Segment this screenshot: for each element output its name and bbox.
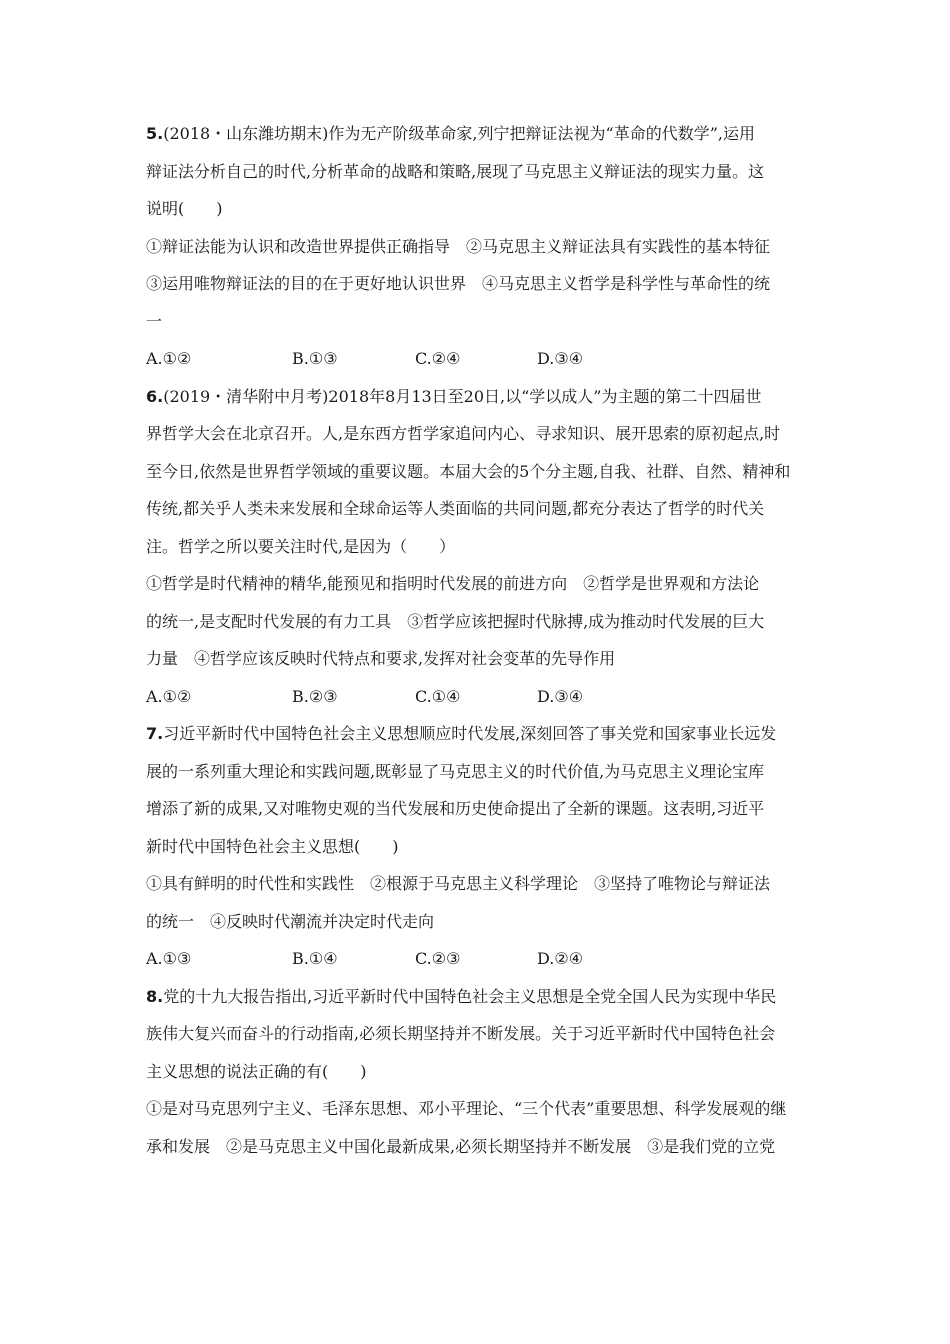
- option-d[interactable]: D.③④: [537, 349, 584, 368]
- statement-line: 承和发展 ②是马克思主义中国化最新成果,必须长期坚持并不断发展 ③是我们党的立党: [146, 1136, 776, 1156]
- option-b[interactable]: B.①④: [292, 949, 338, 968]
- answer-options: [146, 349, 810, 387]
- question-stem-line: 7.习近平新时代中国特色社会主义思想顺应时代发展,深刻回答了事关党和国家事业长远发: [146, 724, 777, 743]
- question-stem-line: 新时代中国特色社会主义思想( ): [146, 836, 399, 856]
- statement-line: 的统一,是支配时代发展的有力工具 ③哲学应该把握时代脉搏,成为推动时代发展的巨大: [146, 611, 765, 631]
- statement-line: 力量 ④哲学应该反映时代特点和要求,发挥对社会变革的先导作用: [146, 649, 616, 668]
- question-stem-line: 传统,都关乎人类未来发展和全球命运等人类面临的共同问题,都充分表达了哲学的时代关: [146, 499, 765, 518]
- question-stem-line: 5.(2018・山东潍坊期末)作为无产阶级革命家,列宁把辩证法视为“革命的代数学”,运用: [146, 124, 755, 143]
- exam-page: [146, 124, 810, 1174]
- statement-line: ①哲学是时代精神的精华,能预见和指明时代发展的前进方向 ②哲学是世界观和方法论: [146, 574, 760, 593]
- statement-line: 的统一 ④反映时代潮流并决定时代走向: [146, 911, 435, 931]
- option-b[interactable]: B.②③: [292, 686, 338, 706]
- option-c[interactable]: C.②③: [415, 949, 461, 968]
- statement-line: ①具有鲜明的时代性和实践性 ②根源于马克思主义科学理论 ③坚持了唯物论与辩证法: [146, 874, 771, 893]
- question-stem-line: 主义思想的说法正确的有( ): [146, 1061, 367, 1081]
- statement-line: ①是对马克思列宁主义、毛泽东思想、邓小平理论、“三个代表”重要思想、科学发展观的继: [146, 1099, 787, 1118]
- option-a[interactable]: A.①②: [146, 686, 192, 706]
- question-stem-line: 辩证法分析自己的时代,分析革命的战略和策略,展现了马克思主义辩证法的现实力量。这: [146, 161, 765, 181]
- question-stem-line: 说明( ): [146, 199, 223, 218]
- question-number: 8.: [146, 986, 164, 1006]
- option-b[interactable]: B.①③: [292, 349, 338, 368]
- option-c[interactable]: C.②④: [415, 349, 461, 368]
- answer-options: [146, 949, 810, 987]
- question-stem-line: 6.(2019・清华附中月考)2018年8月13日至20日,以“学以成人”为主题的第二十四届世: [146, 386, 762, 406]
- option-a[interactable]: A.①③: [146, 949, 192, 968]
- statement-line: ③运用唯物辩证法的目的在于更好地认识世界 ④马克思主义哲学是科学性与革命性的统: [146, 274, 771, 293]
- statement-line: 一: [146, 311, 163, 331]
- option-d[interactable]: D.③④: [537, 686, 584, 706]
- option-d[interactable]: D.②④: [537, 949, 584, 968]
- question-number: 6.: [146, 386, 164, 406]
- question-stem-line: 族伟大复兴而奋斗的行动指南,必须长期坚持并不断发展。关于习近平新时代中国特色社会: [146, 1024, 776, 1043]
- question-stem-line: 界哲学大会在北京召开。人,是东西方哲学家追问内心、寻求知识、展开思索的原初起点,时: [146, 424, 781, 443]
- question-number: 7.: [146, 724, 164, 743]
- question-stem-line: 展的一系列重大理论和实践问题,既彰显了马克思主义的时代价值,为马克思主义理论宝库: [146, 761, 765, 781]
- answer-options: [146, 687, 810, 725]
- option-a[interactable]: A.①②: [146, 349, 192, 368]
- question-stem-line: 增添了新的成果,又对唯物史观的当代发展和历史使命提出了全新的课题。这表明,习近平: [146, 799, 765, 818]
- question-stem-line: 注。哲学之所以要关注时代,是因为（ ）: [146, 536, 456, 556]
- option-c[interactable]: C.①④: [415, 686, 461, 706]
- question-number: 5.: [146, 124, 164, 143]
- question-8: [146, 987, 810, 1175]
- question-7: [146, 724, 810, 987]
- statement-line: ①辩证法能为认识和改造世界提供正确指导 ②马克思主义辩证法具有实践性的基本特征: [146, 236, 771, 256]
- question-5: [146, 124, 810, 387]
- question-stem-line: 8.党的十九大报告指出,习近平新时代中国特色社会主义思想是全党全国人民为实现中华民: [146, 986, 777, 1006]
- question-stem-line: 至今日,依然是世界哲学领域的重要议题。本届大会的5个分主题,自我、社群、自然、精神和: [146, 461, 791, 481]
- question-6: [146, 387, 810, 725]
